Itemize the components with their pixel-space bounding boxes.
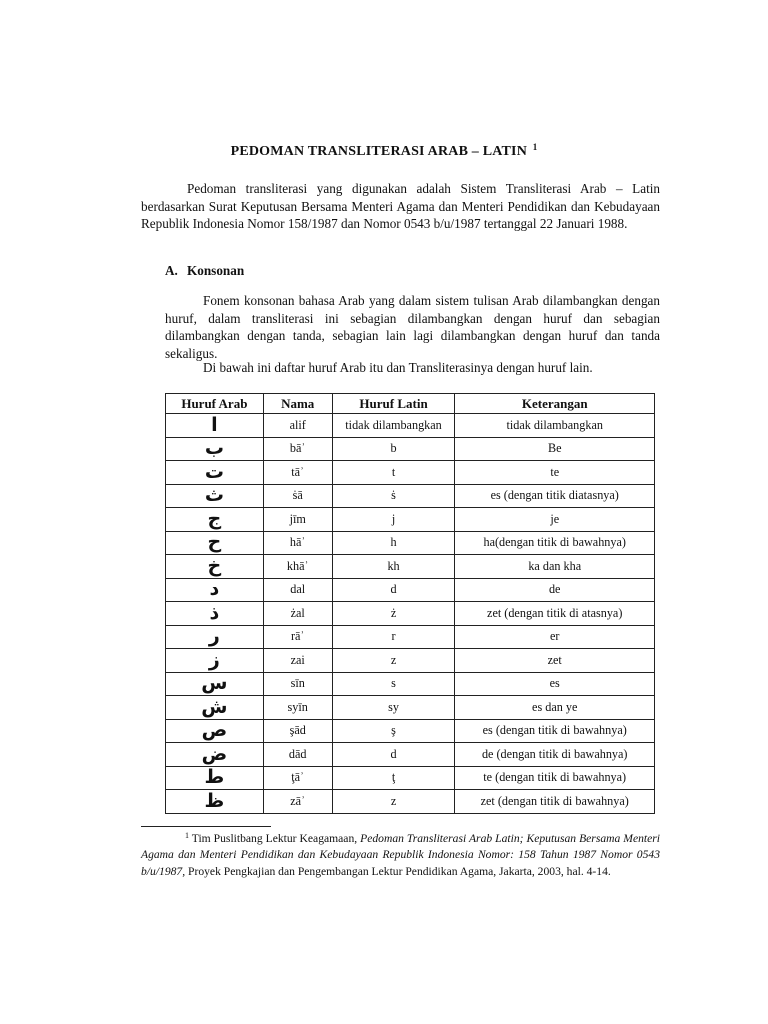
cell-keterangan: te [455,461,655,485]
cell-huruf-arab: ض [166,743,264,767]
table-body [166,414,655,814]
table-row [166,484,655,508]
cell-nama: rāʾ [263,625,332,649]
cell-nama: zāʾ [263,790,332,814]
cell-huruf-latin: z [332,649,455,673]
cell-huruf-latin: j [332,508,455,532]
footnote-mark: 1 [185,831,189,840]
cell-nama: hāʾ [263,531,332,555]
cell-nama: alif [263,414,332,438]
cell-huruf-latin: d [332,578,455,602]
cell-keterangan: zet [455,649,655,673]
cell-huruf-latin: t [332,461,455,485]
cell-keterangan: es dan ye [455,696,655,720]
table-header-row [166,394,655,414]
cell-nama: khāʾ [263,555,332,579]
footnote-rule [141,826,271,827]
cell-huruf-arab: ا [166,414,264,438]
table-row [166,719,655,743]
cell-nama: jīm [263,508,332,532]
cell-keterangan: zet (dengan titik di atasnya) [455,602,655,626]
cell-keterangan: tidak dilambangkan [455,414,655,438]
cell-huruf-arab: ص [166,719,264,743]
cell-keterangan: Be [455,437,655,461]
cell-huruf-latin: r [332,625,455,649]
header-nama: Nama [263,394,332,414]
section-number: A. [165,263,178,278]
cell-huruf-arab: ش [166,696,264,720]
cell-huruf-latin: b [332,437,455,461]
cell-huruf-latin: z [332,790,455,814]
header-keterangan: Keterangan [455,394,655,414]
table-row [166,672,655,696]
cell-nama: ţāʾ [263,766,332,790]
cell-huruf-arab: ث [166,484,264,508]
cell-huruf-latin: ż [332,602,455,626]
cell-keterangan: je [455,508,655,532]
cell-nama: syīn [263,696,332,720]
cell-huruf-arab: د [166,578,264,602]
section-paragraph-2: Di bawah ini daftar huruf Arab itu dan Transliterasinya dengan huruf lain. [203,360,593,375]
cell-nama: tāʾ [263,461,332,485]
cell-huruf-latin: d [332,743,455,767]
cell-huruf-latin: tidak dilambangkan [332,414,455,438]
table-row [166,743,655,767]
table-row [166,790,655,814]
cell-keterangan: de (dengan titik di bawahnya) [455,743,655,767]
title-footnote-mark: 1 [532,142,538,152]
cell-nama: dal [263,578,332,602]
footnote [141,828,660,880]
cell-nama: dād [263,743,332,767]
table-row [166,461,655,485]
cell-huruf-arab: ر [166,625,264,649]
cell-keterangan: er [455,625,655,649]
table-row [166,555,655,579]
section-paragraph-1: Fonem konsonan bahasa Arab yang dalam sistem tulisan Arab dilambangkan dengan huruf, dalam transliterasi ini sebagian dilambangkan dengan huruf dan sebagian dilambangkan dengan tanda, sebagian lain lagi dilambangkan dengan huruf dan tanda sekaligus. [165,293,660,361]
cell-huruf-latin: s [332,672,455,696]
table-row [166,437,655,461]
cell-huruf-arab: خ [166,555,264,579]
cell-huruf-arab: ح [166,531,264,555]
cell-keterangan: es (dengan titik diatasnya) [455,484,655,508]
cell-nama: bāʾ [263,437,332,461]
table-row [166,531,655,555]
cell-keterangan: ha(dengan titik di bawahnya) [455,531,655,555]
cell-nama: żal [263,602,332,626]
intro-paragraph: Pedoman transliterasi yang digunakan adalah Sistem Transliterasi Arab – Latin berdasarkan Surat Keputusan Bersama Menteri Agama dan Menteri Pendidikan dan Kebudayaan Republik Indonesia Nomor 158/1987 dan Nomor 0543 b/u/1987 tertanggal 22 Januari 1988. [141,181,660,231]
cell-huruf-arab: ط [166,766,264,790]
table-row [166,578,655,602]
cell-keterangan: te (dengan titik di bawahnya) [455,766,655,790]
cell-huruf-latin: kh [332,555,455,579]
cell-nama: zai [263,649,332,673]
cell-huruf-arab: ت [166,461,264,485]
table-row [166,508,655,532]
cell-keterangan: ka dan kha [455,555,655,579]
cell-keterangan: zet (dengan titik di bawahnya) [455,790,655,814]
cell-nama: şād [263,719,332,743]
cell-keterangan: es (dengan titik di bawahnya) [455,719,655,743]
footnote-suffix: Proyek Pengkajian dan Pengembangan Lektur Pendidikan Agama, Jakarta, 2003, hal. 4-14. [185,864,611,878]
cell-huruf-arab: ز [166,649,264,673]
section-title: Konsonan [187,263,245,278]
cell-keterangan: es [455,672,655,696]
table-row [166,696,655,720]
header-huruf-latin: Huruf Latin [332,394,455,414]
page-title [0,142,768,160]
title-text: PEDOMAN TRANSLITERASI ARAB – LATIN [230,144,528,159]
cell-keterangan: de [455,578,655,602]
table-row [166,766,655,790]
table-row [166,414,655,438]
cell-huruf-latin: sy [332,696,455,720]
header-huruf-arab: Huruf Arab [166,394,264,414]
cell-nama: sīn [263,672,332,696]
cell-huruf-latin: ṡ [332,484,455,508]
table-row [166,625,655,649]
cell-huruf-arab: ظ [166,790,264,814]
cell-huruf-arab: ج [166,508,264,532]
cell-nama: ṡā [263,484,332,508]
footnote-prefix: Tim Puslitbang Lektur Keagamaan, [191,832,361,845]
cell-huruf-latin: ş [332,719,455,743]
cell-huruf-latin: ţ [332,766,455,790]
cell-huruf-arab: س [166,672,264,696]
table-row [166,602,655,626]
cell-huruf-latin: h [332,531,455,555]
cell-huruf-arab: ذ [166,602,264,626]
cell-huruf-arab: ب [166,437,264,461]
table-row [166,649,655,673]
section-heading [165,263,244,279]
transliteration-table [165,393,655,814]
footnote-italic: Pedoman Transliterasi Arab Latin; Keputusan Bersama Menteri Agama dan Menteri Pendidikan dan Kebudayaan Republik Indonesia Nomor: 158 Tahun 1987 Nomor 0543 b/u/1987, [141,832,660,878]
